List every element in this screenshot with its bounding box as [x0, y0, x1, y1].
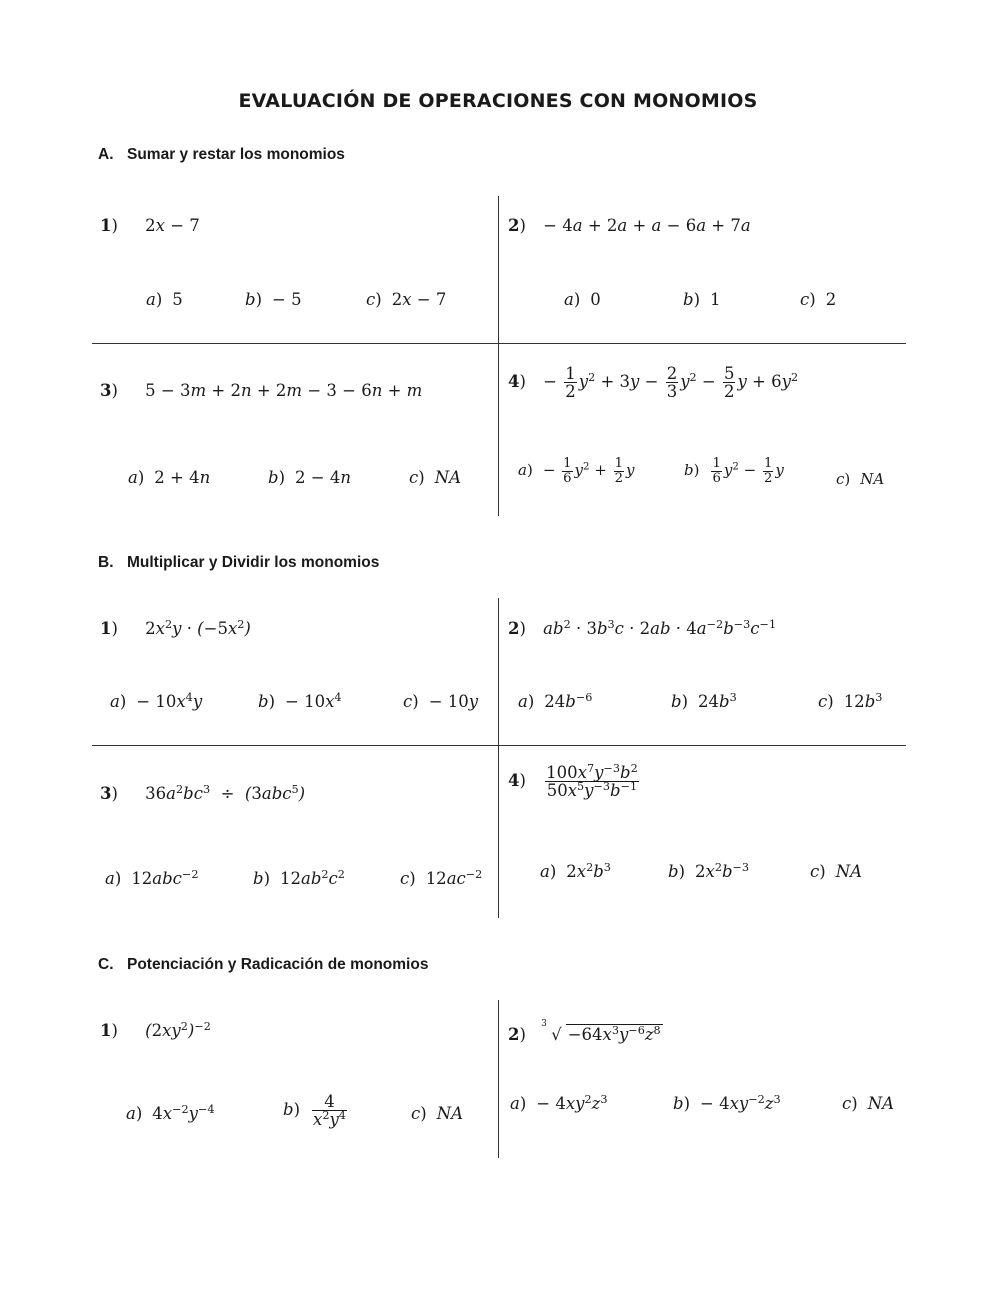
- section-c-title: Potenciación y Radicación de monomios: [127, 956, 429, 973]
- a-question-1: 1) 2x − 7: [100, 216, 200, 235]
- c-q1-option-b[interactable]: b) $\frac{4}{x^2y^4}$: [283, 1092, 346, 1130]
- b-q2-option-b[interactable]: b) $24b^3$: [671, 690, 737, 711]
- b-question-1: 1) $2x^2y \cdot (-5x^2)$: [100, 617, 251, 638]
- a-q4-option-a[interactable]: a) − $\frac{1}{6}$ $y^2$ + $\frac{1}{2}$ y: [518, 456, 635, 486]
- section-a-horizontal-divider: [92, 343, 906, 344]
- question-number: 4): [508, 771, 526, 791]
- section-a-letter: A.: [98, 146, 114, 163]
- a-question-2: 2) − 4a + 2a + a − 6a + 7a: [508, 216, 751, 235]
- c-q1-option-a[interactable]: a) $4x^{-2}y^{-4}$: [126, 1102, 215, 1123]
- a-q1-option-a[interactable]: a) 5: [146, 290, 183, 309]
- c-question-1: 1) $(2xy^2)^{-2}$: [100, 1019, 211, 1040]
- a-q1-option-c[interactable]: c) 2x − 7: [366, 290, 447, 309]
- a-q4-option-c[interactable]: c) NA: [836, 470, 885, 488]
- b-question-4: 4) $\frac{100x^7y^{-3}b^2}{50x^5y^{-3}b^{-1}}$: [508, 761, 638, 801]
- b-q1-option-c[interactable]: c) − 10y: [403, 692, 479, 711]
- c-q2-option-a[interactable]: $a) - 4xy^2z^3$: [510, 1092, 608, 1113]
- section-b-title: Multiplicar y Dividir los monomios: [127, 554, 380, 571]
- b-question-2: 2) $ab^2 \cdot 3b^3c \cdot 2ab \cdot 4a^{-2}b^{-3}c^{-1}$: [508, 617, 777, 638]
- b-q3-option-b[interactable]: b) $12ab^2c^2$: [253, 867, 345, 888]
- a-q3-option-a[interactable]: a) 2 + 4n: [128, 468, 211, 487]
- a-q1-option-b[interactable]: b) − 5: [245, 290, 302, 309]
- section-b-letter: B.: [98, 554, 114, 571]
- b-q1-option-a[interactable]: $a) - 10x^4y$: [110, 690, 203, 711]
- question-number: 2): [508, 216, 526, 235]
- b-q2-option-c[interactable]: c) $12b^3$: [818, 690, 883, 711]
- section-a-heading: [98, 146, 345, 164]
- question-number: 2): [508, 619, 526, 638]
- c-question-2: 2) 3 √ $-64x^3y^{-6}z^8$: [508, 1019, 661, 1044]
- section-c-letter: C.: [98, 956, 114, 973]
- a-question-3: 3) 5 − 3m + 2n + 2m − 3 − 6n + m: [100, 381, 423, 400]
- a-q2-option-c[interactable]: c) 2: [800, 290, 837, 309]
- section-c-heading: [98, 956, 428, 974]
- b-q3-option-c[interactable]: c) $12ac^{-2}$: [400, 867, 483, 888]
- question-number: 1): [100, 216, 118, 235]
- c-q2-option-b[interactable]: $b) - 4xy^{-2}z^3$: [673, 1092, 781, 1113]
- section-b-heading: [98, 554, 379, 572]
- question-number: 3): [100, 381, 118, 400]
- section-b-vertical-divider: [498, 598, 499, 918]
- question-number: 1): [100, 619, 118, 638]
- a-q3-option-c[interactable]: c) NA: [409, 468, 462, 487]
- section-b-horizontal-divider: [92, 745, 906, 746]
- c-q1-option-c[interactable]: c) NA: [411, 1104, 464, 1123]
- section-a-vertical-divider: [498, 196, 499, 516]
- page-title: EVALUACIÓN DE OPERACIONES CON MONOMIOS: [238, 90, 758, 112]
- b-q1-option-b[interactable]: $b) - 10x^4$: [258, 690, 342, 711]
- b-q3-option-a[interactable]: a) 12abc$^{-2}$: [105, 867, 199, 888]
- b-q4-option-a[interactable]: a) $2x^2b^3$: [540, 860, 611, 881]
- a-q4-option-b[interactable]: b) $\frac{1}{6}$ $y^2$ − $\frac{1}{2}$ y: [684, 456, 784, 486]
- question-number: 3): [100, 784, 118, 803]
- question-number: 2): [508, 1025, 526, 1044]
- a-q3-option-b[interactable]: b) 2 − 4n: [268, 468, 351, 487]
- question-number: 1): [100, 1021, 118, 1040]
- b-q4-option-b[interactable]: b) $2x^2b^{-3}$: [668, 860, 750, 881]
- a-question-4: 4) − $\frac{1}{2}$ $y^2 + 3y$ − $\frac{2}{3}$ $y^2$ − $\frac{5}{2}$ $y + 6y^2$: [508, 364, 799, 402]
- c-q2-option-c[interactable]: c) NA: [842, 1094, 895, 1113]
- a-q2-option-b[interactable]: b) 1: [683, 290, 721, 309]
- b-question-3: 3) $36a^2bc^3 \div (3abc^5)$: [100, 782, 306, 803]
- section-a-title: Sumar y restar los monomios: [127, 146, 345, 163]
- b-q2-option-a[interactable]: a) $24b^{-6}$: [518, 690, 593, 711]
- a-q2-option-a[interactable]: a) 0: [564, 290, 601, 309]
- b-q4-option-c[interactable]: c) NA: [810, 862, 863, 881]
- section-c-vertical-divider: [498, 1000, 499, 1158]
- question-number: 4): [508, 372, 526, 392]
